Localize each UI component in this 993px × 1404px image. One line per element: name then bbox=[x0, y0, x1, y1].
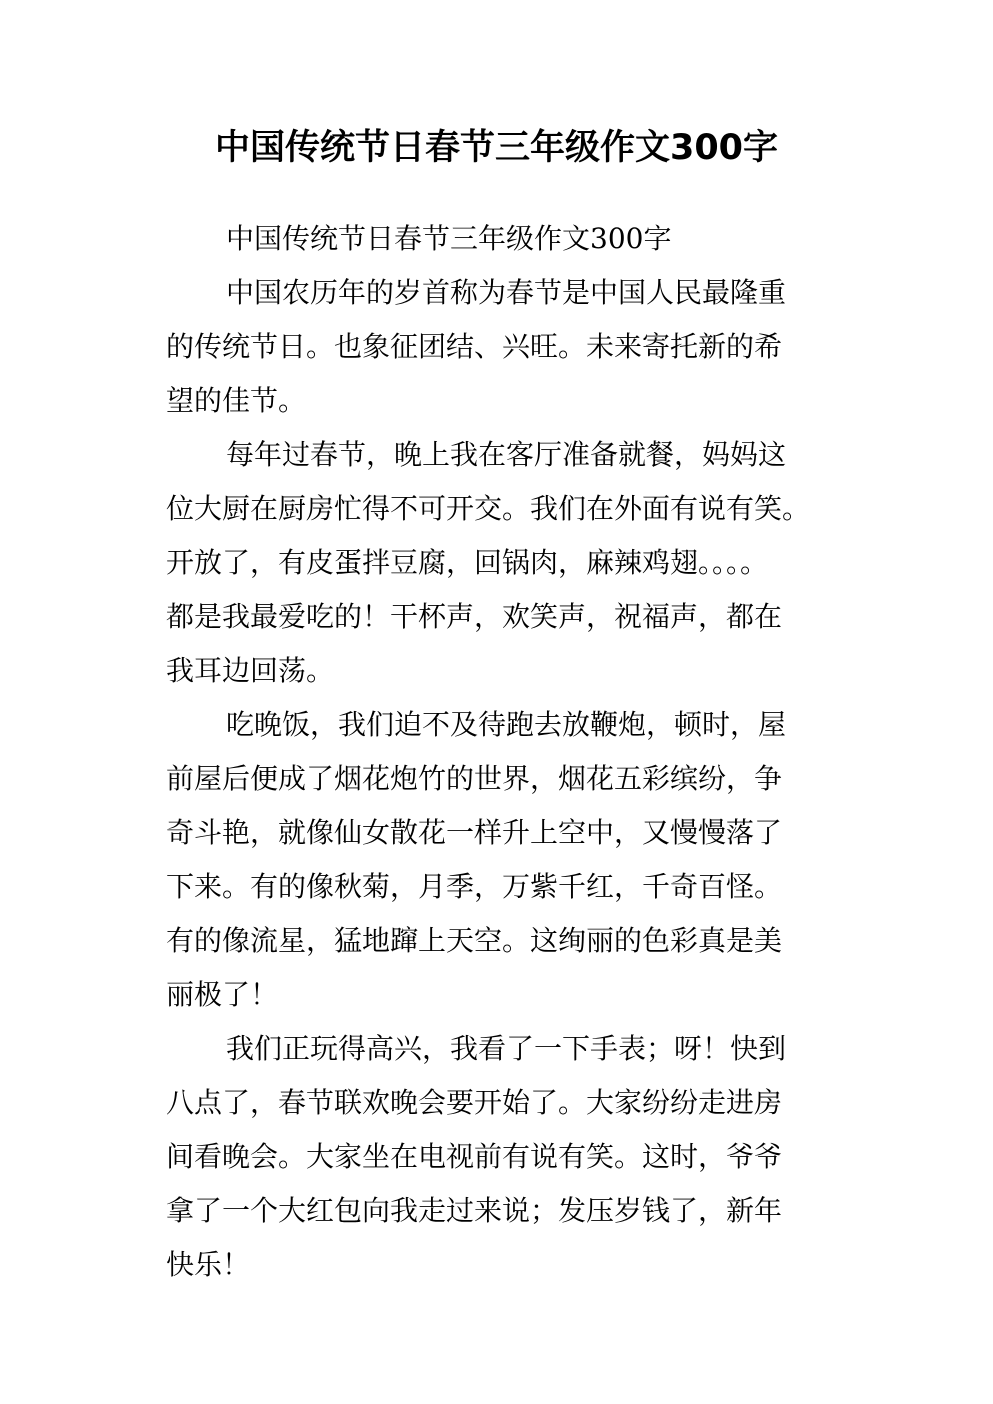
paragraph-heading-line: 中国传统节日春节三年级作文300字 bbox=[226, 222, 672, 255]
paragraph-4-line-2: 八点了，春节联欢晚会要开始了。大家纷纷走进房 bbox=[166, 1086, 783, 1119]
paragraph-4-line-4: 拿了一个大红包向我走过来说；发压岁钱了，新年 bbox=[166, 1194, 783, 1227]
paragraph-4-line-1: 我们正玩得高兴，我看了一下手表；呀！快到 bbox=[226, 1032, 787, 1065]
paragraph-1-line-1: 中国农历年的岁首称为春节是中国人民最隆重 bbox=[226, 276, 787, 309]
paragraph-2-line-1: 每年过春节，晚上我在客厅准备就餐，妈妈这 bbox=[226, 438, 787, 471]
document-body bbox=[166, 212, 834, 1292]
paragraph-3-line-6: 丽极了！ bbox=[166, 978, 279, 1011]
paragraph-1-line-2: 的传统节日。也象征团结、兴旺。未来寄托新的希 bbox=[166, 330, 783, 363]
paragraph-4-line-3: 间看晚会。大家坐在电视前有说有笑。这时，爷爷 bbox=[166, 1140, 783, 1173]
paragraph-4-line-5: 快乐！ bbox=[166, 1248, 251, 1281]
paragraph-3-line-4: 下来。有的像秋菊，月季，万紫千红，千奇百怪。 bbox=[166, 870, 783, 903]
paragraph-2-line-5: 我耳边回荡。 bbox=[166, 654, 335, 687]
paragraph-1-line-3: 望的佳节。 bbox=[166, 384, 307, 417]
paragraph-2-line-2: 位大厨在厨房忙得不可开交。我们在外面有说有笑。 bbox=[166, 492, 811, 525]
paragraph-3-line-2: 前屋后便成了烟花炮竹的世界，烟花五彩缤纷，争 bbox=[166, 762, 783, 795]
paragraph-3-line-3: 奇斗艳，就像仙女散花一样升上空中，又慢慢落了 bbox=[166, 816, 783, 849]
paragraph-3-line-5: 有的像流星，猛地蹿上天空。这绚丽的色彩真是美 bbox=[166, 924, 783, 957]
paragraph-2-line-4: 都是我最爱吃的！干杯声，欢笑声，祝福声，都在 bbox=[166, 600, 783, 633]
document-title: 中国传统节日春节三年级作文300字 bbox=[214, 128, 779, 168]
paragraph-3-line-1: 吃晚饭，我们迫不及待跑去放鞭炮，顿时，屋 bbox=[226, 708, 787, 741]
paragraph-2-line-3: 开放了，有皮蛋拌豆腐，回锅肉，麻辣鸡翅。。。。 bbox=[166, 546, 769, 579]
